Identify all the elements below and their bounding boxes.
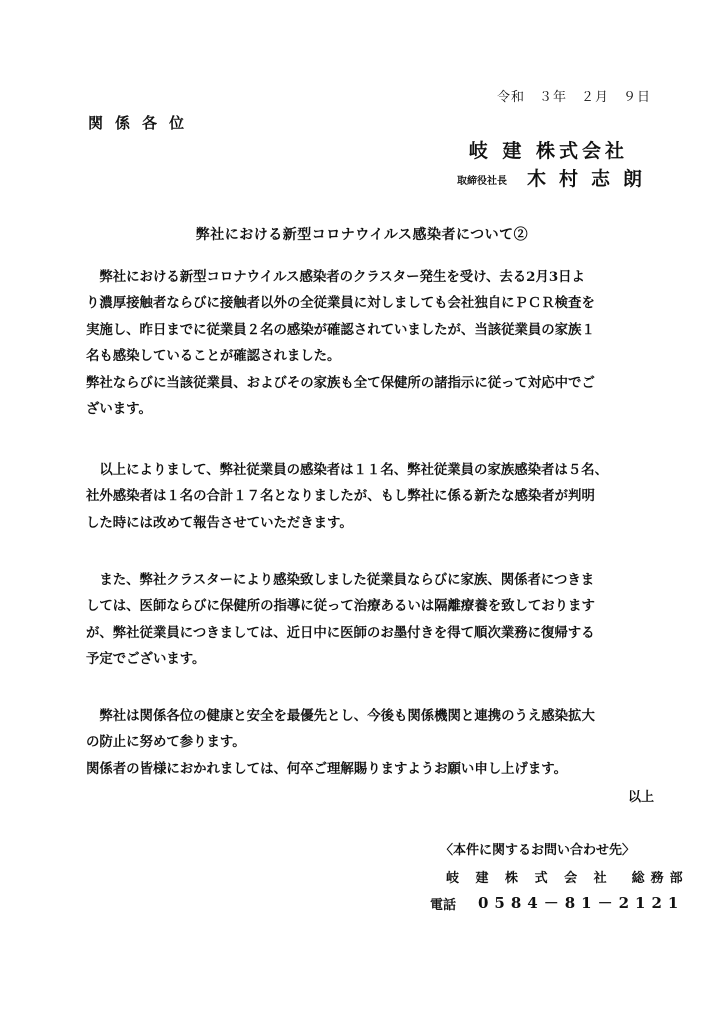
text-line: 関係者の皆様におかれましては、何卒ご理解賜りますようお願い申し上げます。 (86, 760, 567, 777)
paragraph-3 (86, 567, 646, 673)
text-line: 弊社における新型コロナウイルス感染者のクラスター発生を受け、去る2月3日よ (86, 269, 585, 285)
text-line: ざいます。 (86, 400, 152, 417)
text-line: また、弊社クラスターにより感染致しました従業員ならびに家族、関係者につきま (86, 572, 595, 588)
paragraph-4 (86, 703, 646, 782)
contact-phone-number: 0584－81－2121 (478, 894, 685, 912)
representative-title: 取締役社長 (457, 176, 507, 187)
text-line: り濃厚接触者ならびに接触者以外の全従業員に対しましても会社独自にＰＣＲ検査を (86, 295, 595, 312)
text-line: が、弊社従業員につきましては、近日中に医師のお墨付きを得て順次業務に復帰する (86, 624, 595, 641)
sender-company-name: 岐 建 株式会社 (468, 140, 628, 162)
text-line: 名も感染していることが確認されました。 (86, 348, 341, 365)
paragraph-2 (86, 457, 646, 536)
text-line: の防止に努めて参ります。 (86, 734, 246, 751)
text-line: 社外感染者は１名の合計１７名となりましたが、もし弊社に係る新たな感染者が判明 (86, 488, 595, 505)
closing-mark: 以上 (627, 790, 654, 805)
contact-header: 〈本件に関するお問い合わせ先〉 (440, 843, 636, 858)
text-line: 弊社ならびに当該従業員、およびその家族も全て保健所の諸指示に従って対応中でご (86, 374, 595, 391)
paragraph-1 (86, 264, 646, 422)
text-line: 予定でございます。 (86, 651, 206, 668)
text-line: 弊社は関係各位の健康と安全を最優先とし、今後も関係機関と連携のうえ感染拡大 (86, 708, 595, 724)
contact-department: 岐 建 株 式 会 社 総務部 (446, 871, 689, 886)
text-line: 以上によりまして、弊社従業員の感染者は１１名、弊社従業員の家族感染者は５名、 (86, 462, 608, 478)
text-line: しては、医師ならびに保健所の指導に従って治療あるいは隔離療養を致しております (86, 598, 595, 615)
text-line: 実施し、昨日までに従業員２名の感染が確認されていましたが、当該従業員の家族１ (86, 321, 595, 338)
contact-phone-label: 電話 (430, 898, 457, 913)
document-title: 弊社における新型コロナウイルス感染者について② (195, 227, 529, 243)
addressee: 関係各位 (88, 114, 197, 132)
text-line: した時には改めて報告させていただきます。 (86, 514, 353, 531)
representative-name: 木村志朗 (527, 168, 656, 190)
document-date: 令和 ３年 ２月 ９日 (496, 90, 651, 105)
